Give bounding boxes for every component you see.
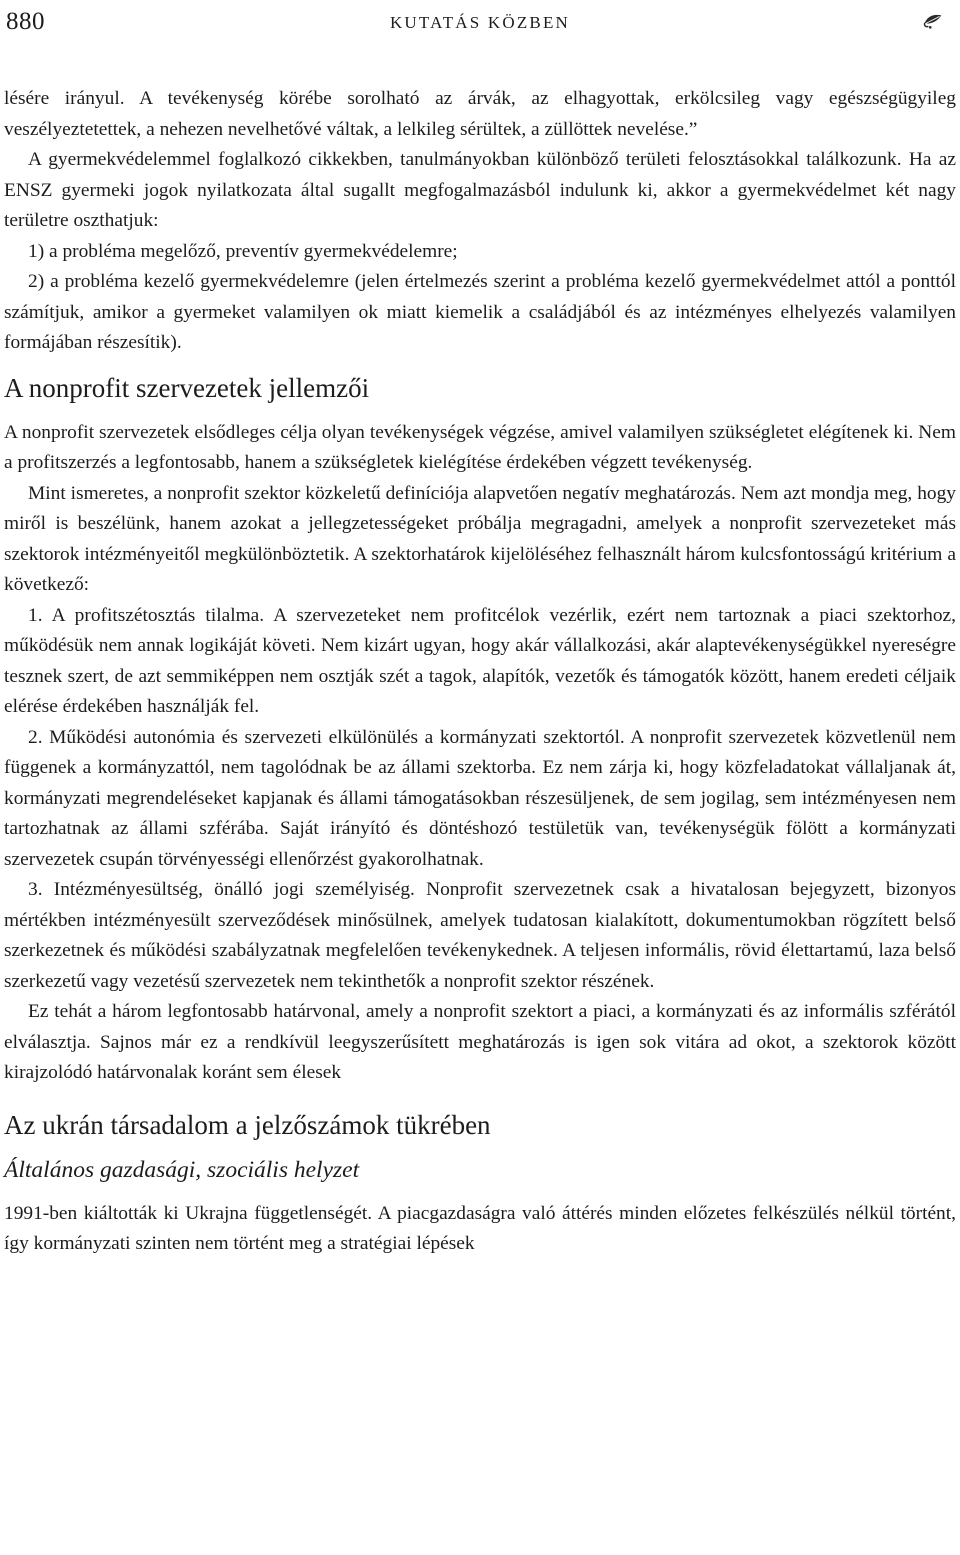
section-heading-ukraine: Az ukrán társadalom a jelzőszámok tükrében (4, 1109, 491, 1140)
list-item-2: 2) a probléma kezelő gyermekvédelemre (jelen értelmezés szerint a probléma kezelő gyermekvédelmet attól a ponttól számítjuk, amikor a gyermeket valamilyen ok miatt kiemelik a családjából és az intézményes elhelyezés valamilyen formájában részesítik). (4, 271, 956, 353)
nonprofit-paragraph-summary: Ez tehát a három legfontosabb határvonal, amely a nonprofit szektort a piaci, a kormányzati és az informális szférától elválasztja. Sajnos már ez a rendkívül leegyszerűsített meghatározás is igen sok vitára ad okot, a szektorok között kirajzolódó határvonalak koránt sem élesek (4, 1001, 956, 1083)
ukraine-paragraph-1: 1991-ben kiáltották ki Ukrajna függetlenségét. A piacgazdaságra való áttérés minden előzetes felkészülés nélkül történt, így kormányzati szinten nem történt meg a stratégiai lépések (4, 1202, 956, 1254)
intro-paragraph-1: lésére irányul. A tevékenység körébe sorolható az árvák, az elhagyottak, erkölcsileg vagy egészségügyileg veszélyeztetettek, a nehezen nevelhetővé váltak, a lelkileg sérültek, a züllöttek nevelése.” (4, 88, 956, 140)
running-header (4, 4, 956, 38)
nonprofit-paragraph-2: Mint ismeretes, a nonprofit szektor közkeletű definíciója alapvetően negatív meghatározás. Nem azt mondja meg, hogy miről is beszélünk, hanem azokat a jellegzetességeket próbálja megragadni, amelyek a nonprofit szervezeteket más szektorok intézményeitől megkülönböztetik. A szektorhatárok kijelöléséhez felhasznált három kulcsfontosságú kritérium a következő: (4, 482, 956, 595)
intro-paragraph-2: A gyermekvédelemmel foglalkozó cikkekben, tanulmányokban különböző területi felosztásokkal találkozunk. Ha az ENSZ gyermeki jogok nyilatkozata által sugallt megfogalmazásból indulunk ki, akkor a gyermekvédelmet két nagy területre oszthatjuk: (4, 149, 956, 231)
page-number: 880 (6, 8, 45, 35)
nonprofit-criterion-1: 1. A profitszétosztás tilalma. A szervezeteket nem profitcélok vezérlik, ezért nem tartoznak a piaci szektorhoz, működésük nem annak logikáját követi. Nem kizárt ugyan, hogy akár vállalkozási, akár alaptevékenységükkel nyereségre tesznek szert, de azt semmiképpen nem osztják szét a tagok, alapítók, vezetők és támogatók között, hanem eredeti céljaik elérése érdekében használják fel. (4, 604, 956, 717)
subsection-heading-economy: Általános gazdasági, szociális helyzet (4, 1156, 360, 1183)
leaf-ornament-icon (922, 9, 944, 31)
nonprofit-paragraph-1: A nonprofit szervezetek elsődleges célja olyan tevékenységek végzése, amivel valamilyen szükségletet elégítenek ki. Nem a profitszerzés a legfontosabb, hanem a szükségletek kielégítése érdekében végzett tevékenység. (4, 421, 956, 473)
nonprofit-criterion-3: 3. Intézményesültség, önálló jogi személyiség. Nonprofit szervezetnek csak a hivatalosan bejegyzett, bizonyos mértékben intézményesült szerveződések minősülnek, amelyek tudatosan kialakított, dokumentumokban rögzített belső szerkezetnek és működési szabályzatnak megfelelően tevékenykednek. A teljesen informális, rövid élettartamú, laza belső szerkezetű vagy vezetésű szervezetek nem tekinthetők a nonprofit szektor részének. (4, 879, 956, 992)
nonprofit-criterion-2: 2. Működési autonómia és szervezeti elkülönülés a kormányzati szektortól. A nonprofit szervezetek közvetlenül nem függenek a kormányzattól, nem tagolódnak be az állami szektorba. Ez nem zárja ki, hogy közfeladatokat vállaljanak át, kormányzati megrendeléseket kapjanak és állami támogatásokban részesüljenek, de sem jogilag, sem intézményesen nem tartozhatnak az állami szférába. Saját irányító és döntéshozó testületük van, tevékenységük fölött a kormányzati szervezetek csupán törvényességi ellenőrzést gyakorolhatnak. (4, 726, 956, 870)
running-title: KUTATÁS KÖZBEN (389, 13, 571, 32)
list-item-1: 1) a probléma megelőző, preventív gyermekvédelemre; (28, 240, 458, 262)
body-text (4, 84, 956, 1260)
section-heading-nonprofit: A nonprofit szervezetek jellemzői (4, 372, 370, 403)
